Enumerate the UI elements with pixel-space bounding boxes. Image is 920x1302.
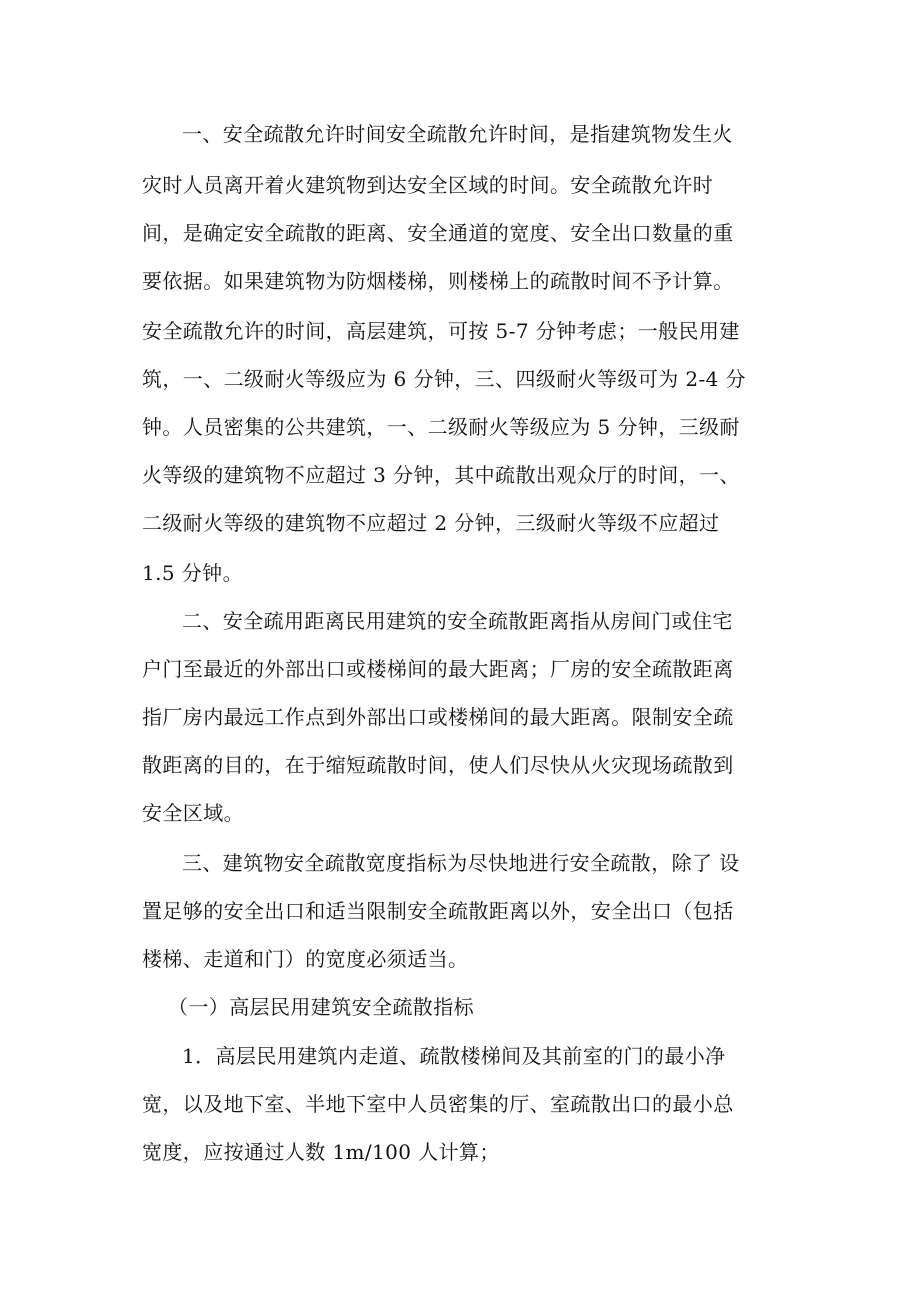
para-1-line-4: 要依据。如果建筑物为防烟楼梯，则楼梯上的疏散时间不予计算。	[142, 269, 734, 293]
para-1-line-5: 安全疏散允许的时间，高层建筑，可按 5-7 分钟考虑；一般民用建	[142, 319, 740, 343]
para-2-line-2: 户门至最近的外部出口或楼梯间的最大距离；厂房的安全疏散距离	[142, 657, 734, 681]
para-1-line-8: 火等级的建筑物不应超过 3 分钟，其中疏散出观众厅的时间，一、	[142, 463, 740, 487]
para-1-line-2: 灾时人员离开着火建筑物到达安全区域的时间。安全疏散允许时	[142, 173, 714, 197]
para-3-line-3: 楼梯、走道和门）的宽度必须适当。	[142, 947, 469, 971]
para-1-line-6: 筑，一、二级耐火等级应为 6 分钟，三、四级耐火等级可为 2-4 分	[142, 367, 746, 391]
section-heading: （一）高层民用建筑安全疏散指标	[168, 995, 474, 1019]
para-1-line-3: 间，是确定安全疏散的距离、安全通道的宽度、安全出口数量的重	[142, 221, 734, 245]
para-3-line-1: 三、建筑物安全疏散宽度指标为尽快地进行安全疏散，除了 设	[182, 851, 740, 875]
para-1-line-10: 1.5 分钟。	[142, 561, 243, 585]
para-2-line-3: 指厂房内最远工作点到外部出口或楼梯间的最大距离。限制安全疏	[142, 705, 734, 729]
item-1-line-3: 宽度，应按通过人数 1m/100 人计算；	[142, 1140, 500, 1164]
para-2-line-1: 二、安全疏用距离民用建筑的安全疏散距离指从房间门或住宅	[182, 609, 733, 633]
item-1-line-2: 宽，以及地下室、半地下室中人员密集的厅、室疏散出口的最小总	[142, 1092, 734, 1116]
para-1-line-7: 钟。人员密集的公共建筑，一、二级耐火等级应为 5 分钟，三级耐	[142, 415, 740, 439]
para-3-line-2: 置足够的安全出口和适当限制安全疏散距离以外，安全出口（包括	[142, 899, 734, 923]
para-2-line-5: 安全区域。	[142, 801, 244, 825]
para-1-line-9: 二级耐火等级的建筑物不应超过 2 分钟，三级耐火等级不应超过	[142, 511, 720, 535]
item-1-line-1: 1．高层民用建筑内走道、疏散楼梯间及其前室的门的最小净	[182, 1044, 726, 1068]
para-2-line-4: 散距离的目的，在于缩短疏散时间，使人们尽快从火灾现场疏散到	[142, 753, 734, 777]
para-1-line-1: 一、安全疏散允许时间安全疏散允许时间，是指建筑物发生火	[182, 122, 733, 146]
